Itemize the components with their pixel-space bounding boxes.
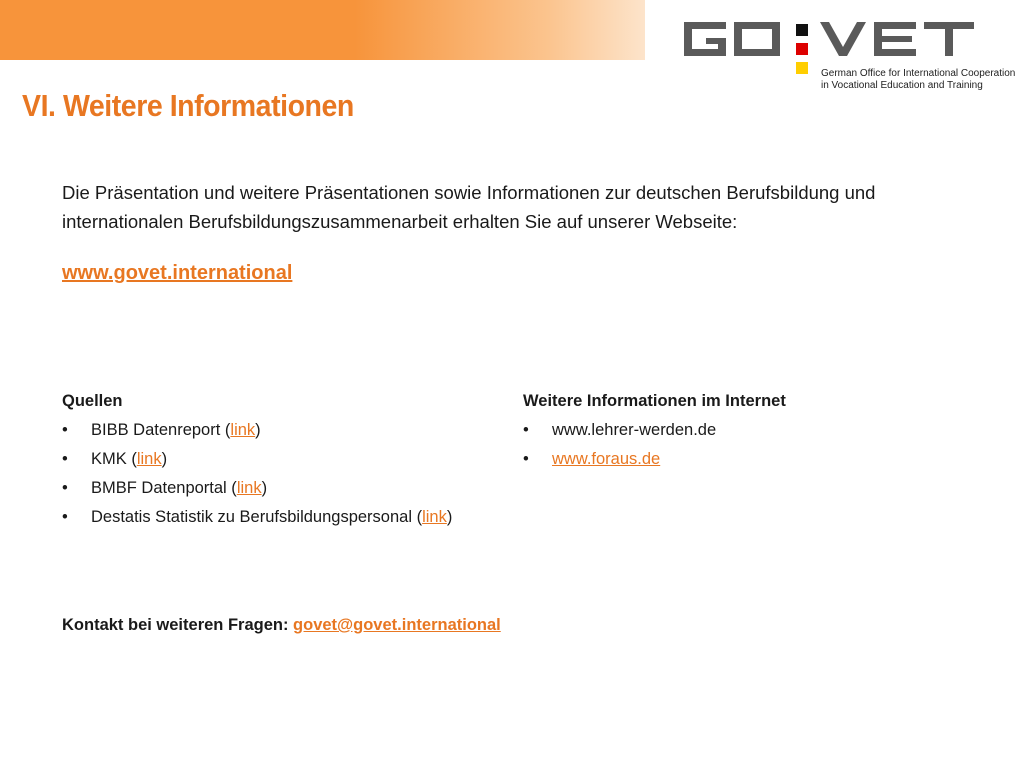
source-item-bibb xyxy=(62,421,452,450)
more-info-item-foraus xyxy=(523,450,716,479)
website-link[interactable]: www.govet.international xyxy=(62,262,293,284)
source-item-text: KMK ( xyxy=(91,450,137,468)
source-item-bmbf xyxy=(62,479,452,508)
source-link-bmbf[interactable]: link xyxy=(236,479,262,497)
contact-label: Kontakt bei weiteren Fragen: xyxy=(62,616,294,634)
page-title: VI. Weitere Informationen xyxy=(22,88,354,123)
logo-tagline-line2: in Vocational Education and Training xyxy=(821,80,983,91)
contact-email-link[interactable]: govet@govet.international xyxy=(293,616,501,634)
source-item-suffix: ) xyxy=(261,479,268,497)
logo-tagline xyxy=(821,68,1015,92)
source-item-text: BMBF Datenportal ( xyxy=(91,479,237,497)
source-link-destatis[interactable]: link xyxy=(422,508,447,526)
logo-tagline-line1: German Office for International Cooperation xyxy=(821,68,1016,79)
more-info-heading: Weitere Informationen im Internet xyxy=(523,392,786,410)
source-link-bibb[interactable]: link xyxy=(230,421,256,439)
lehrer-werden-url: www.lehrer-werden.de xyxy=(552,421,717,439)
source-item-kmk xyxy=(62,450,452,479)
foraus-link[interactable]: www.foraus.de xyxy=(552,450,661,468)
source-item-destatis xyxy=(62,508,452,537)
more-info-item-lehrer xyxy=(523,421,716,450)
contact-line xyxy=(62,616,501,635)
source-item-suffix: ) xyxy=(161,450,168,468)
source-link-kmk[interactable]: link xyxy=(136,450,162,468)
source-item-suffix: ) xyxy=(255,421,261,439)
intro-text: Die Präsentation und weitere Präsentationen sowie Informationen zur deutschen Berufsbildung und internationalen Berufsbildungszusammenarbeit erhalten Sie auf unserer Webseite: xyxy=(62,182,876,232)
source-item-text: BIBB Datenreport ( xyxy=(91,421,231,439)
source-item-suffix: ) xyxy=(446,508,453,526)
source-item-text: Destatis Statistik zu Berufsbildungspersonal ( xyxy=(91,508,423,526)
more-info-list xyxy=(523,421,716,479)
govet-logo xyxy=(680,18,1015,98)
header-gradient-bar xyxy=(0,0,645,60)
sources-list xyxy=(62,421,452,537)
sources-heading: Quellen xyxy=(62,392,123,410)
